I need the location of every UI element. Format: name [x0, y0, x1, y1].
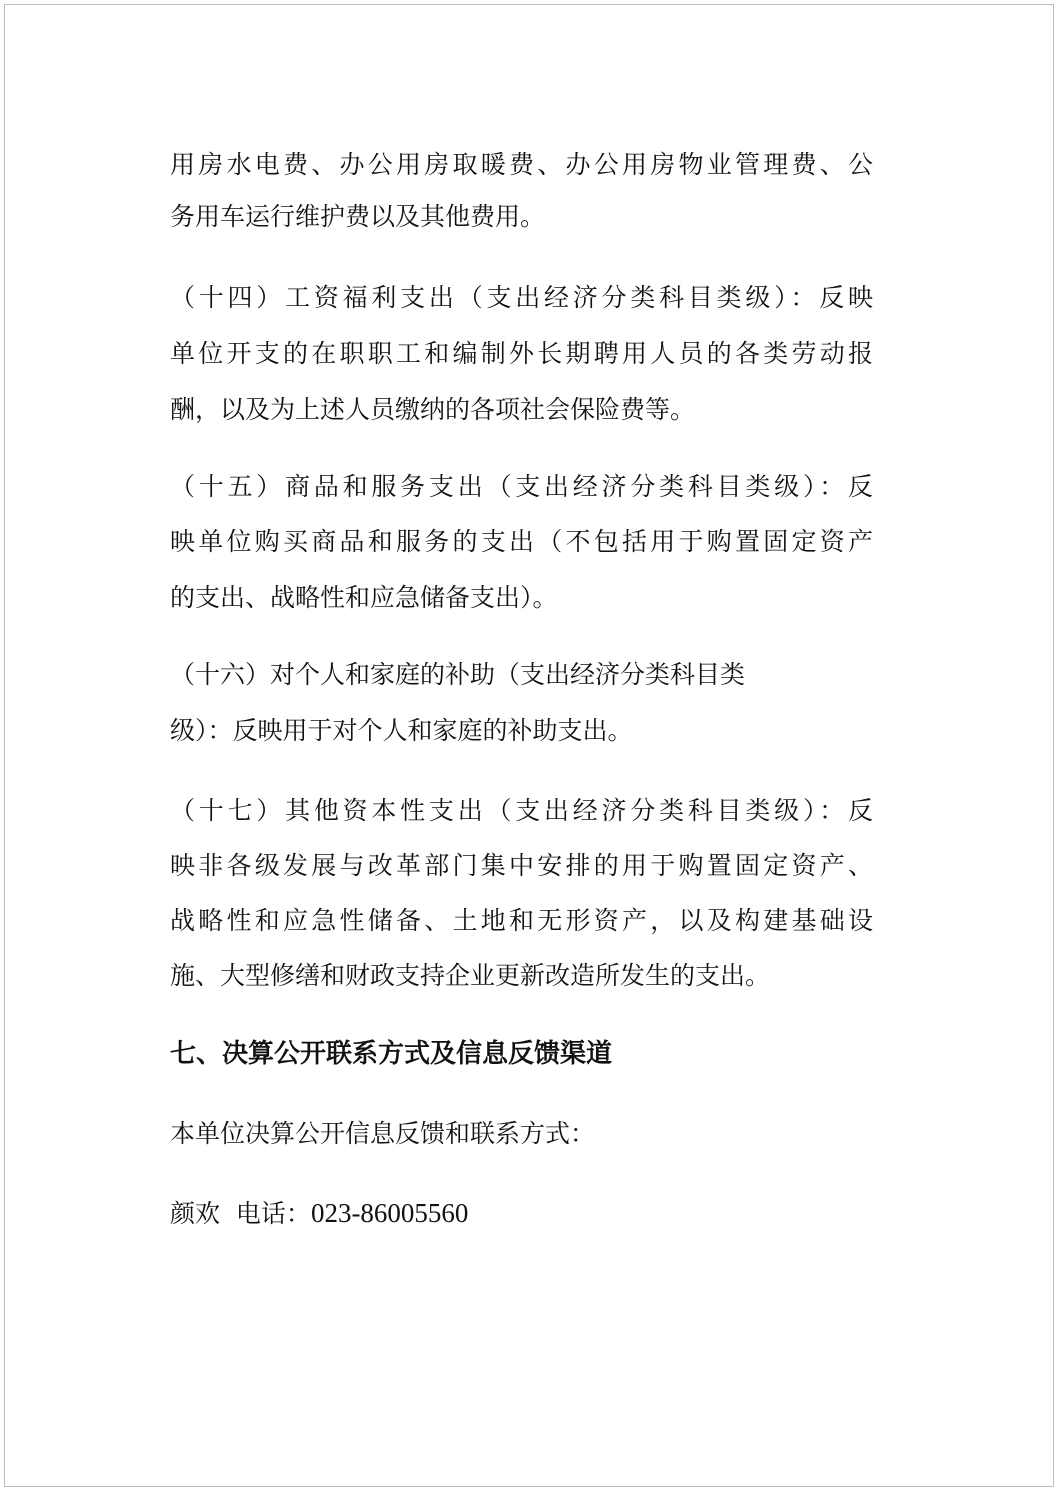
- paragraph-line: 务用车运行维护费以及其他费用。: [170, 202, 546, 231]
- paragraph-line: （十七）其他资本性支出（支出经济分类科目类级）：反: [170, 796, 873, 825]
- section-heading: 七、决算公开联系方式及信息反馈渠道: [170, 1039, 613, 1069]
- paragraph-line: 战略性和应急性储备、土地和无形资产，以及构建基础设: [170, 906, 873, 935]
- paragraph-line: 映非各级发展与改革部门集中安排的用于购置固定资产、: [170, 851, 873, 880]
- document-page: [4, 4, 1054, 1487]
- paragraph-line: 单位开支的在职职工和编制外长期聘用人员的各类劳动报: [170, 339, 873, 368]
- contact-line: [170, 1198, 468, 1229]
- paragraph-line: 用房水电费、办公用房取暖费、办公用房物业管理费、公: [170, 150, 873, 179]
- paragraph-line: 施、大型修缮和财政支持企业更新改造所发生的支出。: [170, 961, 771, 990]
- paragraph-line: （十六）对个人和家庭的补助（支出经济分类科目类: [170, 660, 746, 689]
- paragraph-line: 酬，以及为上述人员缴纳的各项社会保险费等。: [170, 395, 696, 424]
- phone-label: 电话：: [235, 1199, 311, 1228]
- contact-name: 颜欢: [170, 1199, 221, 1228]
- paragraph-line: 映单位购买商品和服务的支出（不包括用于购置固定资产: [170, 527, 873, 556]
- contact-intro: 本单位决算公开信息反馈和联系方式：: [170, 1119, 596, 1148]
- paragraph-line: （十五）商品和服务支出（支出经济分类科目类级）：反: [170, 472, 873, 501]
- paragraph-line: 级）：反映用于对个人和家庭的补助支出。: [170, 716, 633, 745]
- phone-number: 023-86005560: [310, 1198, 469, 1228]
- paragraph-line: 的支出、战略性和应急储备支出）。: [170, 583, 558, 612]
- paragraph-line: （十四）工资福利支出（支出经济分类科目类级）：反映: [170, 283, 873, 312]
